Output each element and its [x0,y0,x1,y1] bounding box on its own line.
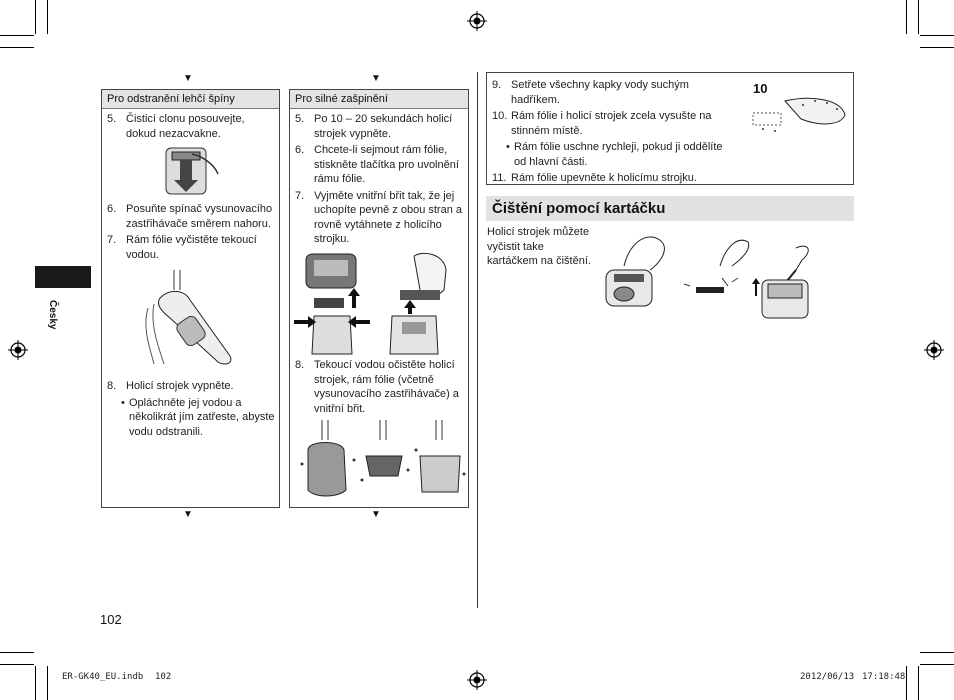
dry-bullet: • Rám fólie uschne rychleji, pokud ji oddělíte od hlavní části. [506,141,723,168]
dry-step-10: 10. Rám fólie i holicí strojek zcela vysušte na stinném místě. [492,110,712,137]
crop-mark [918,666,919,700]
arrow-down-icon: ▼ [183,509,193,520]
footer-date: 2012/06/13 [800,672,855,682]
drying-illustration [751,95,851,133]
heavy-dirt-header: Pro silné zašpinění [290,90,468,109]
drying-panel [486,72,854,185]
crop-mark [0,664,34,665]
crop-mark [906,666,907,700]
crop-mark [35,666,36,700]
crop-mark [47,666,48,700]
heavy-step-8: 8. Tekoucí vodou očistěte holicí strojek, rám fólie (včetně vysunovacího zastřihávače) a vnitřní břit. [295,359,459,415]
light-dirt-panel [101,89,280,508]
heavy-dirt-panel [289,89,469,508]
light-bullet: • Opláchněte jej vodou a několikrát jím zatřeste, abyste vodu odstranili. [121,396,275,438]
arrow-down-icon: ▼ [183,73,193,84]
light-dirt-header: Pro odstranění lehčí špíny [102,90,279,109]
footer-file: ER-GK40_EU.indb [62,672,144,682]
registration-mark-icon [924,340,944,360]
light-step-8: 8. Holicí strojek vypněte. [107,380,234,392]
crop-mark [920,47,954,48]
brush-cleaning-illustration [600,226,814,320]
crop-mark [35,0,36,34]
language-tab-label: Česky [47,300,58,330]
crop-mark [918,0,919,34]
footer-time: 17:18:48 [862,672,906,682]
registration-mark-icon [467,670,487,690]
dry-step-11: 11. Rám fólie upevněte k holicímu strojku. [492,172,697,184]
crop-mark [0,35,34,36]
inner-blade-removal-illustration [384,250,464,356]
heavy-step-5: 5. Po 10 – 20 sekundách holicí strojek vypněte. [295,113,453,140]
heavy-step-6: 6. Chcete-li sejmout rám fólie, stiskněte tlačítka pro uvolnění rámu fólie. [295,144,459,185]
crop-mark [906,0,907,34]
heavy-step-7: 7. Vyjměte vnitřní břit tak, že jej uchopíte pevně z obou stran a rovně vytáhnete z holicího strojku. [295,189,462,245]
rinse-parts-illustration [298,420,466,500]
foil-removal-illustration [294,250,378,356]
arrow-down-icon: ▼ [371,509,381,520]
crop-mark [0,47,34,48]
crop-mark [47,0,48,34]
light-step-6: 6. Posuňte spínač vysunovacího zastřihávače směrem nahoru. [107,203,273,230]
crop-mark [920,35,954,36]
brush-section-title: Čištění pomocí kartáčku [486,196,854,221]
figure-label: 10 [753,81,768,96]
registration-mark-icon [8,340,28,360]
light-step-5: 5. Čisticí clonu posouvejte, dokud nezacvakne. [107,113,245,140]
column-divider [477,72,478,608]
footer-page: 102 [155,672,172,682]
brush-section-text: Holicí strojek můžete vyčistit take kartáčkem na čištění. [487,226,591,267]
crop-mark [920,652,954,653]
crop-mark [0,652,34,653]
registration-mark-icon [467,11,487,31]
shaver-slide-illustration [162,144,222,196]
page-number: 102 [100,612,122,627]
shaver-rinse-illustration [140,268,240,368]
arrow-down-icon: ▼ [371,73,381,84]
light-step-7: 7. Rám fólie vyčistěte tekoucí vodou. [107,234,257,261]
dry-step-9: 9. Setřete všechny kapky vody suchým hadříkem. [492,79,689,106]
crop-mark [920,664,954,665]
language-tab [35,266,91,288]
